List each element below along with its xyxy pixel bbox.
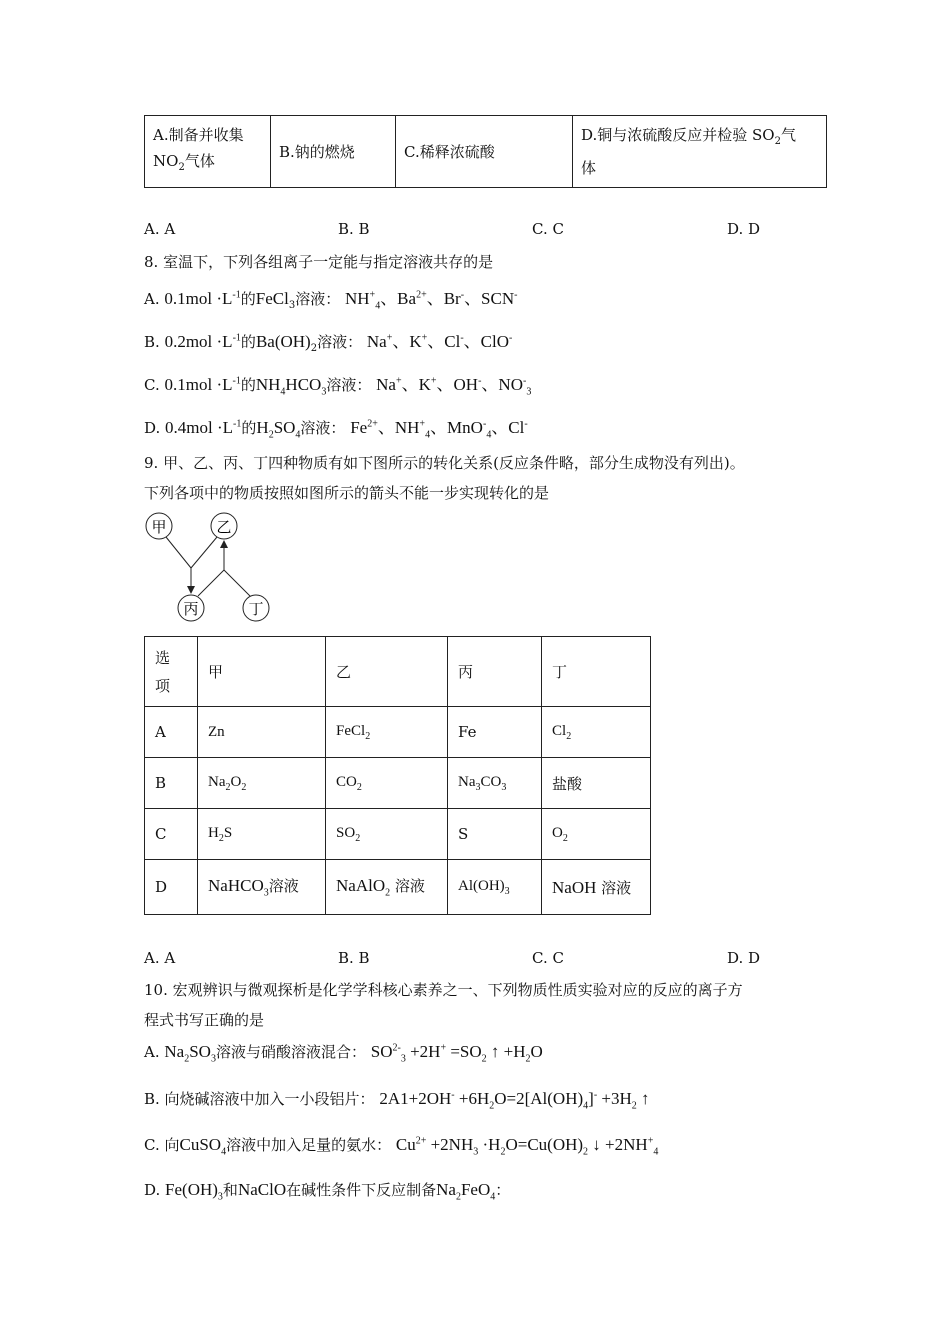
table-row [145, 809, 651, 860]
row-a-ding: $Cl_2$ [542, 707, 651, 758]
q9-header-jia: 甲 [198, 637, 326, 707]
q10-stem-line2: 程式书写正确的是 [144, 1011, 265, 1029]
row-c-yi: $SO_2$ [326, 809, 448, 860]
q7-cell-c: C.稀释浓硫酸 [396, 116, 573, 188]
row-c-label: C [145, 809, 198, 860]
row-d-yi: NaAlO$_2$ 溶液 [326, 860, 448, 915]
q7-apparatus-table [144, 115, 827, 188]
q8-stem: 8. 室温下，下列各组离子一定能与指定溶液共存的是 [144, 253, 494, 271]
q10-option-b: B. 向烧碱溶液中加入一小段铝片： $2A1+2OH^- +6H_2O=2[Al(OH)_4]^- +3H_2$ ↑ [144, 1089, 650, 1112]
row-a-yi: FeCl$_2$ [326, 707, 448, 758]
edge-jia [166, 537, 191, 568]
q7-option-d: D. D [727, 220, 761, 238]
q9-option-b: B. B [338, 949, 370, 967]
q7-cell-d: D.铜与浓硫酸反应并检验 $SO_2$气 体 [573, 116, 827, 188]
q7-cell-a: A.制备并收集 $NO_2$气体 [145, 116, 271, 188]
row-c-bing: S [448, 809, 542, 860]
row-c-jia: $H_2S$ [198, 809, 326, 860]
table-row [145, 860, 651, 915]
row-a-bing: Fe [448, 707, 542, 758]
edge-yi-left [191, 537, 217, 568]
q8-option-c: C. $0.1mol \cdot L^{-1}$的$NH_4HCO_3$溶液： Na+、K+、OH-、$NO^-_3$ [144, 375, 532, 398]
q7-option-b: B. B [338, 220, 370, 238]
q9-header-ding: 丁 [542, 637, 651, 707]
q7-cell-b: B.钠的燃烧 [271, 116, 396, 188]
row-a-label: A [145, 707, 198, 758]
node-jia-label: 甲 [151, 518, 167, 536]
row-d-jia: NaHCO$_3$溶液 [198, 860, 326, 915]
q10-option-d: D. $Fe(OH)_3$和NaClO在碱性条件下反应制备$Na_2FeO_4$： [144, 1180, 511, 1203]
q9-conversion-diagram [140, 508, 280, 628]
node-yi-label: 乙 [216, 518, 232, 536]
row-d-ding: NaOH 溶液 [542, 860, 651, 915]
q9-option-a: A. A [144, 949, 176, 967]
q9-header-option: 选 项 [145, 637, 198, 707]
edge-bing [198, 570, 224, 596]
q10-option-c: C. 向CuSO$_4$溶液中加入足量的氨水： $Cu^{2+} +2NH_3 \cdot H_2O=Cu(OH)_2$ ↓ $+2NH^+_4$ [144, 1135, 659, 1158]
node-ding-label: 丁 [248, 600, 264, 618]
row-a-jia: Zn [198, 707, 326, 758]
q8-option-b: B. $0.2mol \cdot L^{-1}$的$Ba(OH)_2$溶液： Na+、K+、Cl-、ClO- [144, 332, 513, 354]
row-d-label: D [145, 860, 198, 915]
q9-option-c: C. C [532, 949, 564, 967]
row-c-ding: $O_2$ [542, 809, 651, 860]
node-bing-label: 丙 [183, 600, 199, 618]
row-b-jia: $Na_2O_2$ [198, 758, 326, 809]
row-b-yi: $CO_2$ [326, 758, 448, 809]
q7-option-a: A. A [144, 220, 176, 238]
row-b-label: B [145, 758, 198, 809]
table-row [145, 707, 651, 758]
q8-option-a: A. $0.1mol \cdot L^{-1}$的FeCl$_3$溶液： $NH^+_4$、$Ba^{2+}$、Br-、SCN- [144, 289, 518, 312]
q10-option-a: A. $Na_2SO_3$溶液与硝酸溶液混合： $SO^{2-}_3 +2H^+ =SO_2$ ↑ $+H_2O$ [144, 1042, 543, 1065]
q9-option-d: D. D [727, 949, 761, 967]
q9-header-bing: 丙 [448, 637, 542, 707]
q9-header-yi: 乙 [326, 637, 448, 707]
q8-option-d: D. $0.4mol \cdot L^{-1}$的$H_2SO_4$溶液： $Fe^{2+}$、$NH^+_4$、MnO-$_4$、Cl- [144, 418, 528, 441]
q7-option-c: C. C [532, 220, 564, 238]
row-b-ding: 盐酸 [542, 758, 651, 809]
q9-options-table [144, 636, 651, 915]
q9-stem-line1: 9. 甲、乙、丙、丁四种物质有如下图所示的转化关系(反应条件略，部分生成物没有列出)。 [144, 454, 745, 472]
q9-stem-line2: 下列各项中的物质按照如图所示的箭头不能一步实现转化的是 [144, 484, 550, 502]
q10-stem-line1: 10. 宏观辨识与微观探析是化学学科核心素养之一、下列物质性质实验对应的反应的离子方 [144, 981, 743, 999]
table-row [145, 758, 651, 809]
row-d-bing: $Al(OH)_3$ [448, 860, 542, 915]
edge-ding [224, 570, 250, 596]
row-b-bing: $Na_3CO_3$ [448, 758, 542, 809]
